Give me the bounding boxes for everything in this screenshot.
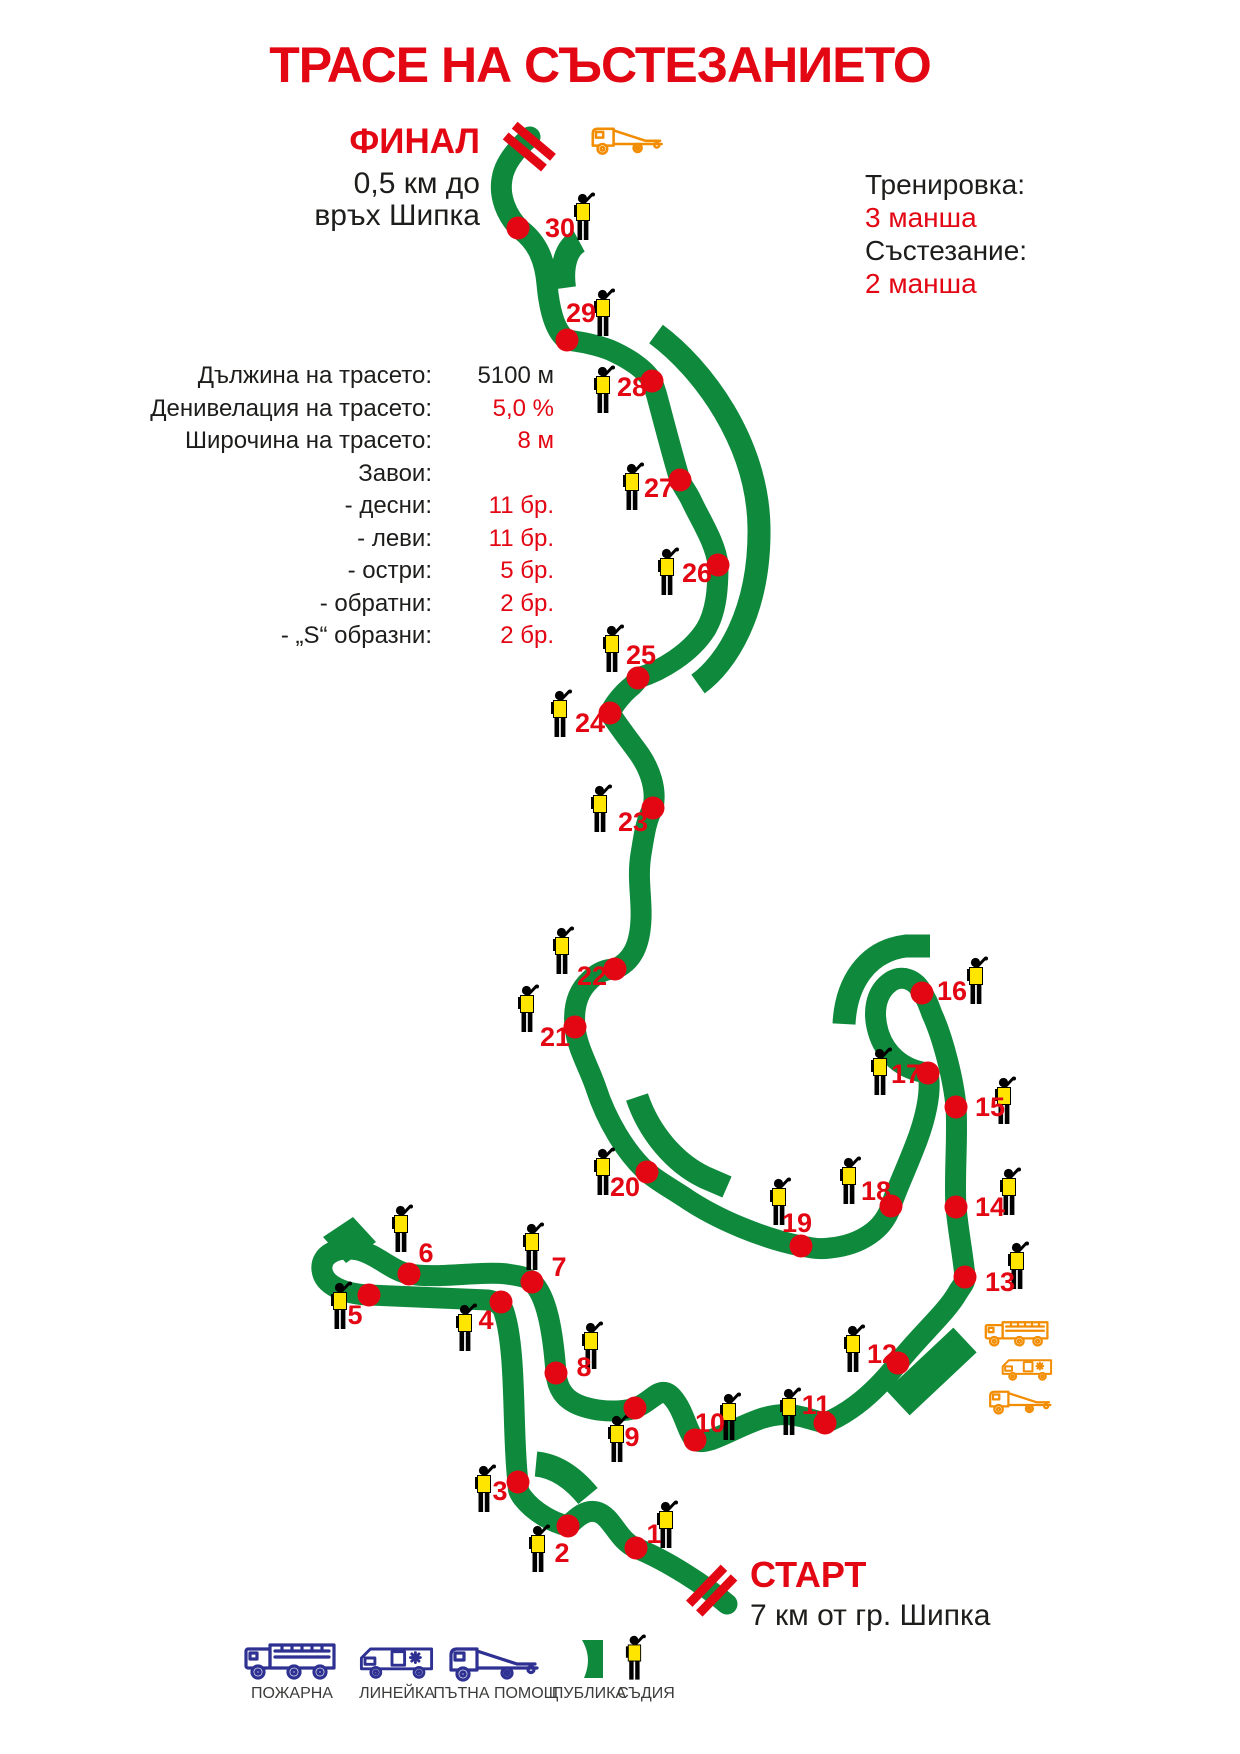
judge-icon xyxy=(658,548,679,596)
checkpoint-dot xyxy=(624,1397,647,1420)
checkpoint-number: 4 xyxy=(478,1305,494,1335)
checkpoint-number: 2 xyxy=(554,1538,570,1568)
checkpoint-dot xyxy=(625,1537,648,1560)
judge-icon xyxy=(518,985,539,1033)
fire-truck-icon xyxy=(246,1645,334,1678)
runs-info xyxy=(865,168,1125,300)
checkpoint-number: 25 xyxy=(625,640,657,670)
checkpoint-number: 24 xyxy=(574,708,606,738)
judge-icon xyxy=(392,1205,413,1253)
fire-truck-icon xyxy=(986,1322,1048,1345)
checkpoint-number: 21 xyxy=(539,1022,571,1052)
training-value: 3 манша xyxy=(865,202,977,233)
checkpoint-number: 1 xyxy=(646,1519,662,1549)
finish-label: ФИНАЛ xyxy=(349,122,480,161)
checkpoint-number: 14 xyxy=(974,1192,1006,1222)
finish-distance-line2: връх Шипка xyxy=(314,199,480,232)
checkpoint-dot xyxy=(507,1471,530,1494)
checkpoint-number: 9 xyxy=(624,1422,640,1452)
judge-icon xyxy=(603,625,624,673)
public-zone-icon xyxy=(582,1640,603,1678)
checkpoint-dot xyxy=(545,1362,568,1385)
checkpoint-number: 10 xyxy=(694,1408,726,1438)
judge-icon xyxy=(591,785,612,833)
judge-icon xyxy=(626,1634,646,1679)
checkpoint-number: 8 xyxy=(576,1352,592,1382)
checkpoint-number: 13 xyxy=(984,1267,1016,1297)
checkpoint-dot xyxy=(911,982,934,1005)
judge-icon xyxy=(594,366,615,414)
checkpoint-number: 17 xyxy=(890,1059,922,1089)
legend-labels xyxy=(251,1683,675,1702)
checkpoint-dot xyxy=(945,1096,968,1119)
page-title: ТРАСЕ НА СЪСТЕЗАНИЕТО xyxy=(269,37,931,93)
checkpoint-number: 5 xyxy=(347,1300,363,1330)
judge-icon xyxy=(456,1304,477,1352)
checkpoint-number: 28 xyxy=(616,372,648,402)
start-block xyxy=(750,1554,1110,1633)
checkpoint-number: 23 xyxy=(617,807,649,837)
finish-distance-line1: 0,5 км до xyxy=(353,167,480,200)
tow-truck-icon xyxy=(451,1649,537,1680)
judge-icon xyxy=(551,690,572,738)
stat-row: - десни: 11 бр. xyxy=(344,492,554,519)
checkpoint-dot xyxy=(398,1263,421,1286)
judge-icon xyxy=(523,1223,544,1271)
stat-row: - остри: 5 бр. xyxy=(347,557,554,584)
checkpoint-30 xyxy=(507,193,596,244)
public-zone xyxy=(536,1464,588,1496)
judge-icon xyxy=(574,193,595,241)
stat-row: Дължина на трасето: 5100 м xyxy=(197,362,554,389)
tow-truck-icon xyxy=(593,129,662,154)
checkpoint-number: 18 xyxy=(860,1176,892,1206)
judge-icon xyxy=(623,463,644,511)
checkpoint-number: 19 xyxy=(781,1208,813,1238)
legend-label-judge: СЪДИЯ xyxy=(617,1685,675,1702)
checkpoint-dot xyxy=(521,1271,544,1294)
legend-label-tow: ПЪТНА ПОМОЩ xyxy=(433,1685,559,1702)
checkpoint-number: 7 xyxy=(551,1252,567,1282)
checkpoint-number: 26 xyxy=(681,558,713,588)
stat-row: Широчина на трасето: 8 м xyxy=(185,427,554,454)
start-distance: 7 км от гр. Шипка xyxy=(750,1599,991,1632)
ambulance-icon xyxy=(361,1649,431,1677)
legend-label-public: ПУБЛИКА xyxy=(551,1685,627,1702)
judge-icon xyxy=(553,927,574,975)
checkpoint-number: 29 xyxy=(565,298,597,328)
start-label: СТАРТ xyxy=(750,1554,867,1595)
checkpoint-25 xyxy=(603,625,656,690)
stat-row: - „S“ образни: 2 бр. xyxy=(280,622,554,649)
checkpoint-number: 30 xyxy=(544,213,576,243)
judge-icon xyxy=(967,957,988,1005)
checkpoint-number: 15 xyxy=(974,1092,1006,1122)
legend-label-ambulance: ЛИНЕЙКА xyxy=(359,1685,435,1702)
race-value: 2 манша xyxy=(865,268,977,299)
stat-row: - обратни: 2 бр. xyxy=(319,589,554,617)
checkpoint-dot xyxy=(557,1515,580,1538)
checkpoint-dot xyxy=(556,329,579,352)
checkpoint-number: 22 xyxy=(576,961,608,991)
race-label: Състезание: xyxy=(865,235,1028,266)
ambulance-icon xyxy=(1003,1360,1051,1380)
tow-truck-icon xyxy=(990,1392,1050,1414)
judge-icon xyxy=(529,1525,550,1573)
stat-row: - леви: 11 бр. xyxy=(357,524,554,552)
checkpoint-number: 6 xyxy=(418,1238,434,1268)
training-label: Тренировка: xyxy=(865,169,1026,200)
judge-icon xyxy=(594,289,615,337)
checkpoint-dot xyxy=(945,1196,968,1219)
track-path xyxy=(322,137,968,1604)
judge-icon xyxy=(840,1157,861,1205)
legend-icons xyxy=(246,1634,646,1680)
checkpoint-number: 11 xyxy=(801,1390,831,1420)
public-zone xyxy=(563,241,579,288)
checkpoint-number: 12 xyxy=(866,1339,898,1369)
checkpoint-number: 16 xyxy=(936,976,968,1006)
finish-block xyxy=(180,122,480,232)
stat-row: Завои: xyxy=(358,459,432,487)
checkpoint-number: 27 xyxy=(643,473,675,503)
stat-row: Денивелация на трасето: 5,0 % xyxy=(150,394,554,422)
checkpoint-dot xyxy=(954,1266,977,1289)
legend-label-fire: ПОЖАРНА xyxy=(251,1685,333,1702)
checkpoint-dot xyxy=(507,217,530,240)
track-stats xyxy=(150,362,570,655)
checkpoint-number: 20 xyxy=(609,1172,641,1202)
checkpoint-number: 3 xyxy=(492,1476,508,1506)
judge-icon xyxy=(844,1325,865,1373)
checkpoint-22 xyxy=(553,927,627,992)
